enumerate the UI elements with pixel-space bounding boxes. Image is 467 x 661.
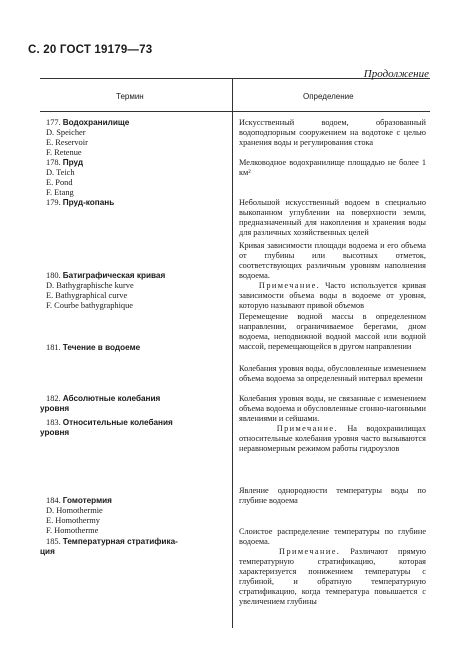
continuation-label: Продолжение <box>363 68 429 80</box>
definition-185: Слоистое распределение температуры по глубине водоема. Примечание. Различают прямую температурную стратификацию, которая характеризуется понижением температуры с глубиной, и обратную температурную стратификацию, когда температура повышается с увеличением глубины <box>239 527 427 606</box>
page-reference: С. 20 ГОСТ 19179—73 <box>28 44 153 56</box>
column-header-term: Термин <box>116 92 144 101</box>
column-header-definition: Определение <box>303 92 354 101</box>
table-top-rule <box>40 78 430 79</box>
note-label: Примечание. <box>258 281 321 290</box>
note-label: Примечание. <box>279 547 341 556</box>
column-divider <box>232 78 233 628</box>
definition-180: Кривая зависимости площади водоема и его объема от глубины или высотных отметок, соответствующих различным уровням наполнения водоема. Примечание. Часто используется кривая зависимости объема воды в водоеме от уровня, которую называют привой объемов <box>239 241 426 310</box>
definition-178: Мелководное водохранилище площадью не более 1 км² <box>239 158 426 177</box>
definition-177: Искусственный водоем, образованный водоподпорным сооружением на водотоке с целью хранения воды и регулирования стока <box>239 118 426 147</box>
definition-182: Колебания уровня воды, обусловленные изменением объема водоема за определенный интервал времени <box>239 364 426 383</box>
definition-184: Явление однородности температуры воды по глубине водоема <box>239 486 426 505</box>
definition-181: Перемещение водной массы в определенном направлении, ограничиваемое берегами, дном водоема, неподвижной водной массой или водной массой, перемещающейся в другом направлении <box>239 312 426 351</box>
table-header-rule <box>40 111 430 112</box>
note-label: Примечание. <box>276 424 338 433</box>
definition-179: Небольшой искусственный водоем в специально выкопанном углублении на поверхности земли, предназначенный для накопления и хранения воды для различных хозяйственных целей <box>239 198 426 237</box>
definition-183: Колебания уровня воды, не связанные с изменением объема водоема и обусловленные сгонно-нагонными явлениями и сейшами. Примечание. На водохранилищах относительные колебания уровня часто вызываются неравномерным режимом работы гидроузлов <box>239 394 427 453</box>
